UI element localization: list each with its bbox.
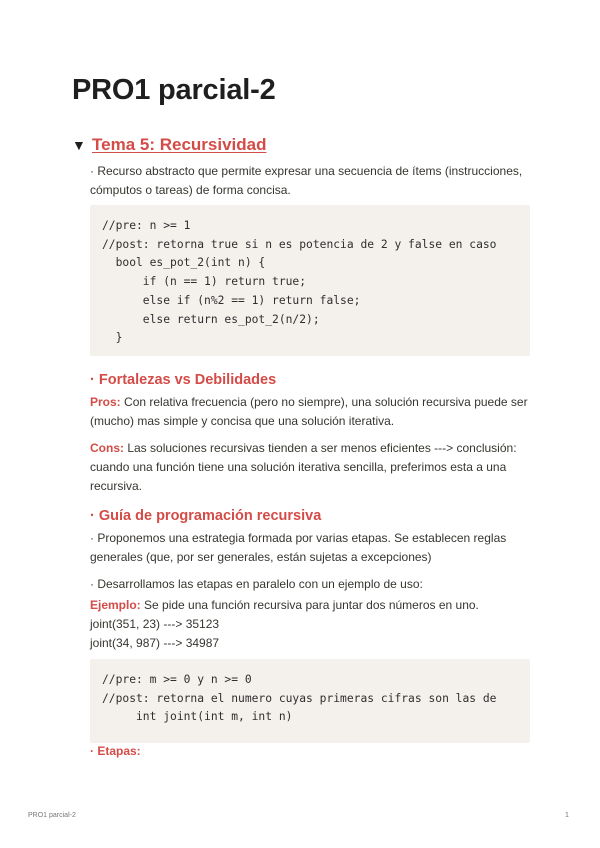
code-line: if (n == 1) return true; <box>102 275 307 289</box>
guia-paragraph-2: · Desarrollamos las etapas en paralelo con un ejemplo de uso: <box>90 577 423 591</box>
code-line: //pre: n >= 1 <box>102 219 191 232</box>
code-line: bool es_pot_2(int n) { <box>102 256 266 270</box>
etapas-label: · Etapas: <box>90 744 141 758</box>
cons-text: Las soluciones recursivas tienden a ser menos eficientes ---> conclusión: cuando una función tiene una solución iterativa sencilla, preferimos esta a una recursiva. <box>90 441 517 493</box>
pros-paragraph <box>90 393 530 431</box>
etapas-block <box>90 742 530 761</box>
fortalezas-heading: · Fortalezas vs Debilidades <box>90 372 277 388</box>
code-content <box>90 659 530 743</box>
joint-example-2: joint(34, 987) ---> 34987 <box>90 636 220 650</box>
cons-label: Cons: <box>90 441 124 455</box>
intro-paragraph-block <box>90 162 530 200</box>
code-line: //pre: m >= 0 y n >= 0 <box>102 673 252 686</box>
code-block-es-pot-2 <box>90 205 530 356</box>
pros-text: Con relativa frecuencia (pero no siempre), una solución recursiva puede ser (mucho) mas simple y concisa que una solución iterativa. <box>90 395 528 428</box>
footer-doc-name: PRO1 parcial-2 <box>28 812 76 819</box>
code-line: //post: retorna true si n es potencia de 2 y false en caso <box>102 237 497 251</box>
code-line: else if (n%2 == 1) return false; <box>102 293 361 307</box>
guia-heading: · Guía de programación recursiva <box>90 508 322 524</box>
ejemplo-label: Ejemplo: <box>90 598 141 612</box>
joint-example-1: joint(351, 23) ---> 35123 <box>90 617 220 631</box>
code-block-joint <box>90 659 530 743</box>
toggle-heading[interactable] <box>72 135 266 155</box>
ejemplo-text: Se pide una función recursiva para juntar dos números en uno. <box>140 598 479 612</box>
code-line: int joint(int m, int n) <box>102 710 293 724</box>
code-content <box>90 205 530 356</box>
guia-section <box>90 508 530 594</box>
cons-paragraph <box>90 439 530 496</box>
triangle-down-icon[interactable]: ▼ <box>72 137 86 153</box>
guia-paragraph-1: · Proponemos una estrategia formada por varias etapas. Se establecen reglas generales (que, por ser generales, están sujetas a excepciones) <box>90 531 507 564</box>
ejemplo-block <box>90 596 530 653</box>
code-line: //post: retorna el numero cuyas primeras cifras son las de <box>102 691 497 705</box>
page-title: PRO1 parcial-2 <box>72 74 276 106</box>
fortalezas-section <box>90 372 530 496</box>
section-title[interactable]: Tema 5: Recursividad <box>92 135 267 154</box>
intro-paragraph: · Recurso abstracto que permite expresar una secuencia de ítems (instrucciones, cómputos o tareas) de forma concisa. <box>90 164 523 197</box>
code-line: } <box>102 331 123 345</box>
pros-label: Pros: <box>90 395 121 409</box>
ejemplo-paragraph <box>90 596 530 615</box>
code-line: else return es_pot_2(n/2); <box>102 312 320 326</box>
footer-page-number: 1 <box>565 812 569 819</box>
